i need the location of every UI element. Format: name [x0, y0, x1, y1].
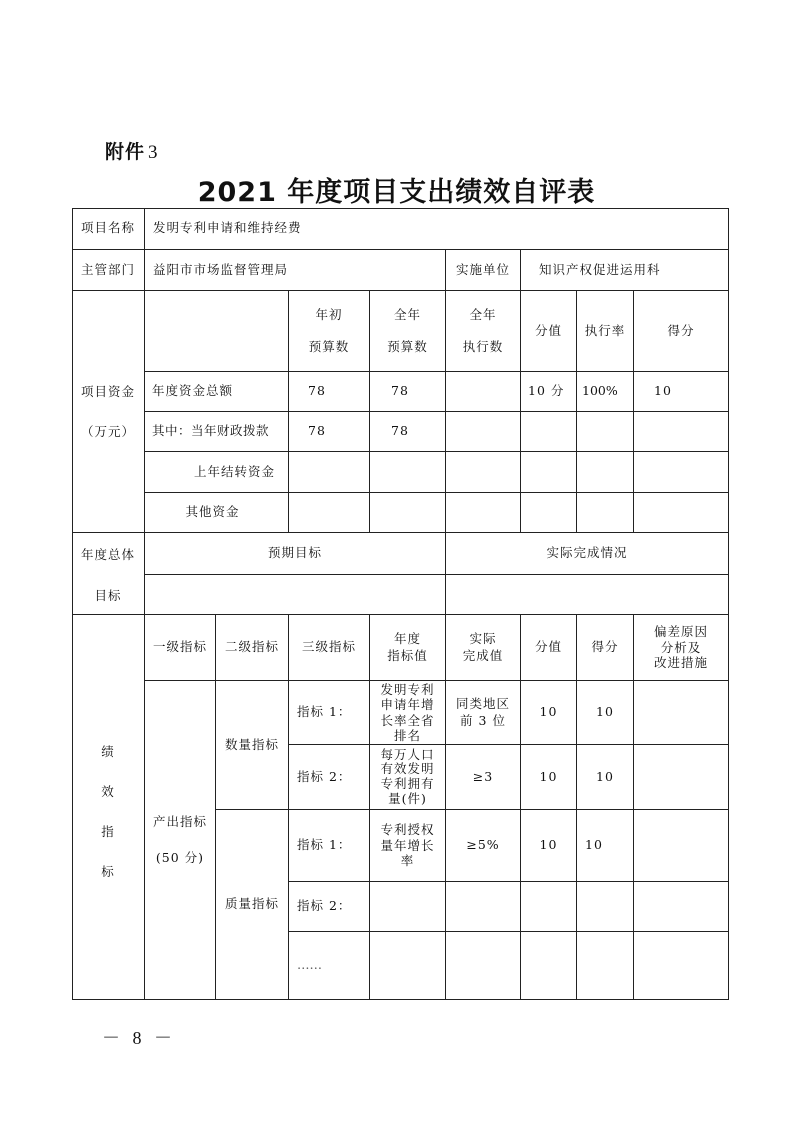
fiscal-annual: 78: [370, 412, 446, 452]
ind-row-value: 10: [521, 810, 577, 882]
ind-header-actual-line2: 完成值: [462, 647, 504, 663]
ind-header-score-value: 分值: [521, 615, 577, 681]
dept-label: 主管部门: [72, 250, 145, 291]
output-indicator-label: 产出指标: [152, 814, 207, 829]
ind-header-actual-line1: 实际: [469, 631, 497, 647]
impl-value: 知识产权促进运用科: [521, 250, 729, 291]
goals-actual-value: [446, 575, 729, 615]
carryover-exec-rate: [577, 452, 634, 493]
funds-col-exec: [446, 291, 521, 372]
page-number: － 8 －: [102, 1028, 176, 1048]
ind-row-actual: [446, 882, 521, 932]
ind-row-target: [370, 932, 446, 1000]
total-score-value: 10 分: [521, 372, 577, 412]
fiscal-exec-rate: [577, 412, 634, 452]
impl-label: 实施单位: [446, 250, 521, 291]
ind-row-target: 发明专利申请年增长率全省排名: [370, 681, 446, 745]
ind-row-score: [577, 882, 634, 932]
ind-row-target: 每万人口有效发明专利拥有量(件): [370, 745, 446, 810]
ind-row-target: 专利授权量年增长率: [370, 810, 446, 882]
funds-col-score: 得分: [634, 291, 729, 372]
total-exec: [446, 372, 521, 412]
funds-col-annual-line2: 预算数: [387, 339, 428, 354]
indicators-label-char: 标: [101, 864, 115, 879]
other-score: [634, 493, 729, 533]
indicators-label: [72, 615, 145, 1000]
total-label: 年度资金总额: [145, 372, 289, 412]
attachment-label: 附件 3: [105, 141, 159, 163]
goals-actual-header: 实际完成情况: [446, 533, 729, 575]
other-initial: [289, 493, 370, 533]
quality-indicator: 质量指标: [216, 810, 289, 1000]
indicators-label-char: 绩: [101, 744, 115, 759]
ind-header-actual: [446, 615, 521, 681]
other-label: 其他资金: [145, 493, 289, 533]
total-initial: 78: [289, 372, 370, 412]
ind-header-reason-line3: 改进措施: [653, 655, 708, 671]
ind-row-reason: [634, 745, 729, 810]
funds-col-exec-line1: 全年: [469, 306, 497, 322]
indicators-label-char: 效: [101, 784, 115, 799]
ind-header-target-line2: 指标值: [387, 647, 428, 663]
goals-label: [72, 533, 145, 615]
ind-row-reason: [634, 810, 729, 882]
ind-header-target: [370, 615, 446, 681]
ind-row-actual: 同类地区前 3 位: [446, 681, 521, 745]
ind-header-target-line1: 年度: [393, 631, 421, 647]
funds-col-exec-rate: 执行率: [577, 291, 634, 372]
ind-header-score: 得分: [577, 615, 634, 681]
ind-row-name: ……: [289, 932, 370, 1000]
ind-row-target: [370, 882, 446, 932]
ind-row-score: 10: [577, 810, 634, 882]
ind-row-name: 指标 1：: [289, 810, 370, 882]
indicators-label-char: 指: [101, 824, 115, 839]
fiscal-label: 其中：当年财政拨款: [145, 412, 289, 452]
ind-row-reason: [634, 882, 729, 932]
goals-label-line2: 目标: [94, 587, 122, 603]
total-score: 10: [634, 372, 729, 412]
funds-col-initial-line2: 预算数: [308, 339, 350, 354]
carryover-exec: [446, 452, 521, 493]
ind-header-level3: 三级指标: [289, 615, 370, 681]
ind-row-reason: [634, 932, 729, 1000]
goals-label-line1: 年度总体: [80, 546, 135, 562]
funds-header-blank: [145, 291, 289, 372]
other-exec: [446, 493, 521, 533]
ind-header-reason-line1: 偏差原因: [653, 624, 708, 640]
funds-col-score-value: 分值: [521, 291, 577, 372]
other-score-value: [521, 493, 577, 533]
ind-row-name: 指标 2：: [289, 882, 370, 932]
ind-row-score: [577, 932, 634, 1000]
dept-value: 益阳市市场监督管理局: [145, 250, 446, 291]
carryover-label: 上年结转资金: [145, 452, 289, 493]
funds-col-exec-line2: 执行数: [462, 339, 504, 354]
ind-row-score: 10: [577, 745, 634, 810]
fiscal-initial: 78: [289, 412, 370, 452]
carryover-score: [634, 452, 729, 493]
goals-expected-header: 预期目标: [145, 533, 446, 575]
funds-col-annual-line1: 全年: [393, 306, 421, 322]
quantity-indicator: 数量指标: [216, 681, 289, 810]
ind-row-value: 10: [521, 681, 577, 745]
funds-label: [72, 291, 145, 533]
ind-row-actual: ≥5%: [446, 810, 521, 882]
other-annual: [370, 493, 446, 533]
page-title: 2021 年度项目支出绩效自评表: [197, 177, 596, 208]
ind-header-level2: 二级指标: [216, 615, 289, 681]
carryover-initial: [289, 452, 370, 493]
total-annual: 78: [370, 372, 446, 412]
ind-row-value: [521, 932, 577, 1000]
ind-header-level1: 一级指标: [145, 615, 216, 681]
ind-row-actual: ≥3: [446, 745, 521, 810]
carryover-score-value: [521, 452, 577, 493]
fiscal-exec: [446, 412, 521, 452]
ind-row-score: 10: [577, 681, 634, 745]
ind-row-name: 指标 1：: [289, 681, 370, 745]
fiscal-score: [634, 412, 729, 452]
output-indicator: [145, 681, 216, 1000]
ind-header-reason: [634, 615, 729, 681]
other-exec-rate: [577, 493, 634, 533]
funds-col-annual: [370, 291, 446, 372]
ind-row-value: 10: [521, 745, 577, 810]
funds-label-line2: （万元）: [80, 423, 135, 439]
project-name-label: 项目名称: [72, 208, 145, 250]
carryover-annual: [370, 452, 446, 493]
ind-row-actual: [446, 932, 521, 1000]
project-name-value: 发明专利申请和维持经费: [145, 208, 729, 250]
ind-row-name: 指标 2：: [289, 745, 370, 810]
fiscal-score-value: [521, 412, 577, 452]
funds-label-line1: 项目资金: [80, 383, 135, 399]
funds-col-initial-line1: 年初: [315, 306, 343, 322]
ind-row-reason: [634, 681, 729, 745]
ind-header-reason-line2: 分析及: [660, 639, 702, 655]
ind-row-value: [521, 882, 577, 932]
goals-expected-value: [145, 575, 446, 615]
total-exec-rate: 100%: [577, 372, 634, 412]
funds-col-initial: [289, 291, 370, 372]
output-indicator-points: (50 分): [155, 850, 205, 865]
